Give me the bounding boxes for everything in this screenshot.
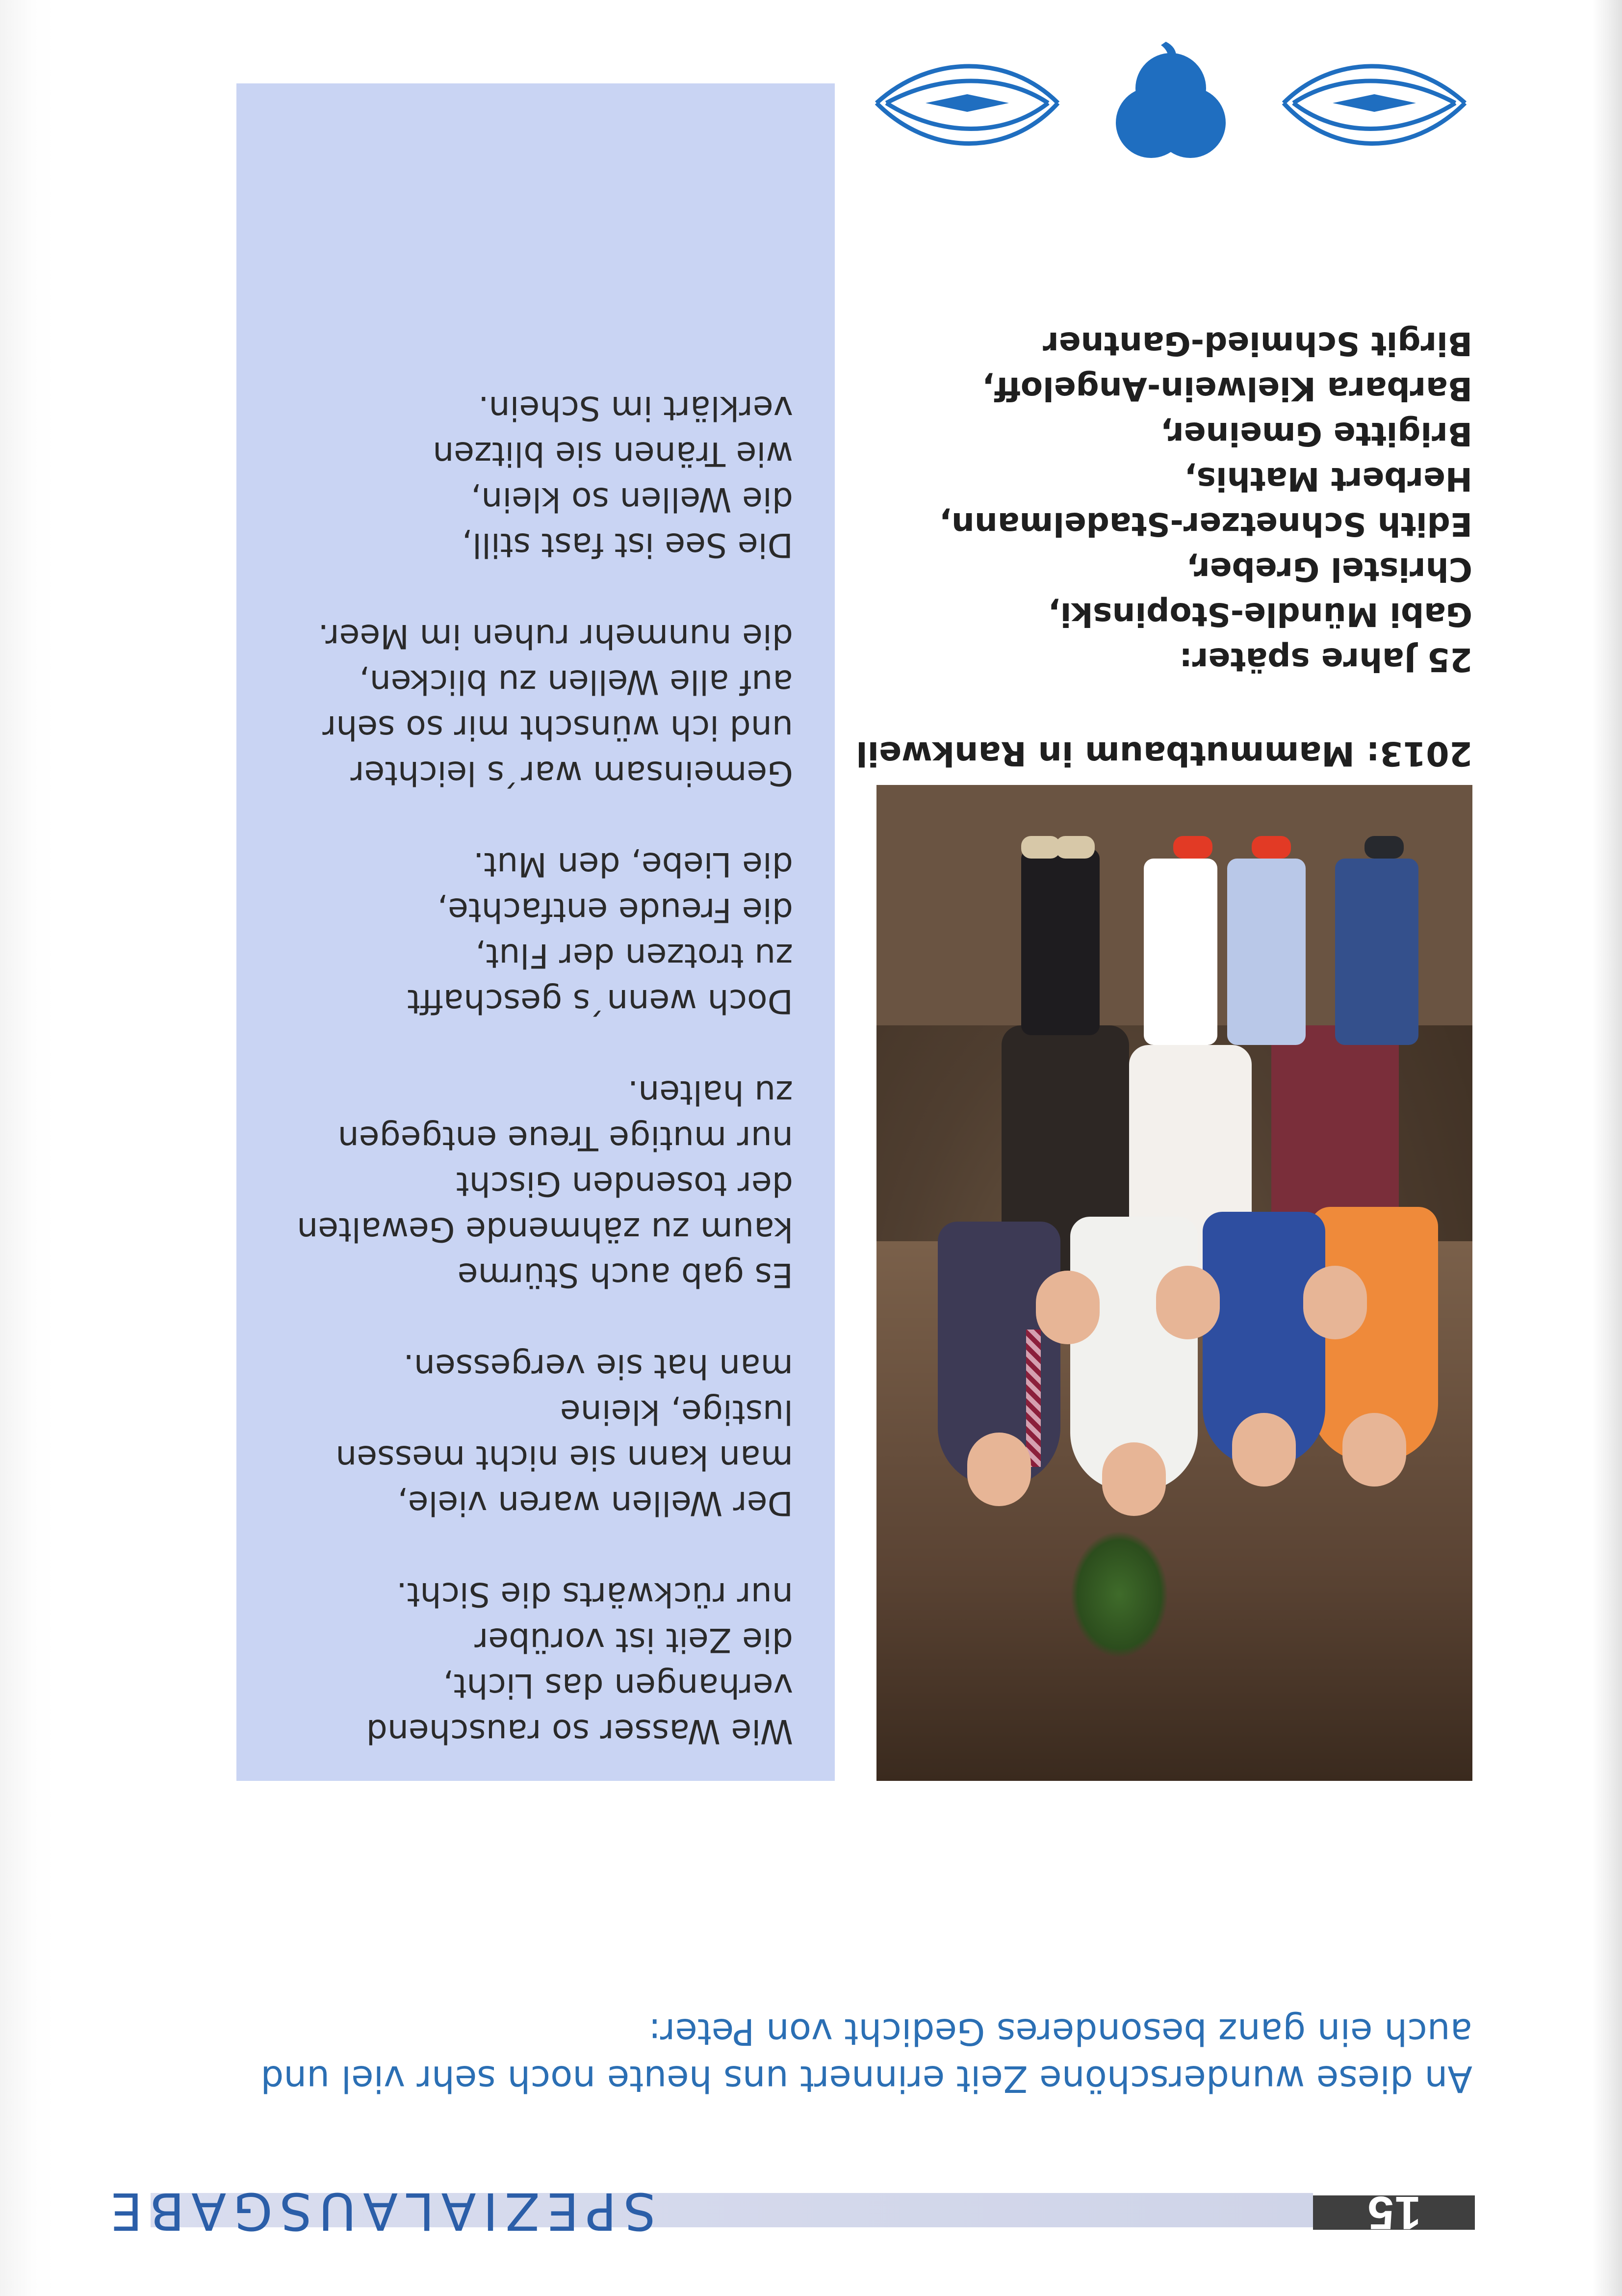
- shoe: [1365, 836, 1404, 859]
- poem: [254, 339, 793, 1754]
- poem-stanza: [254, 1343, 793, 1526]
- legs: [1227, 859, 1306, 1045]
- face: [1303, 1266, 1367, 1339]
- poem-line: zu trotzen der Flut,: [475, 936, 793, 975]
- face: [1342, 1413, 1406, 1487]
- poem-line: Gemeinsam war´s leichter: [350, 754, 793, 792]
- poem-line: kaum zu zähmende Gewalten: [297, 1210, 793, 1249]
- poem-line: nur mutige Treue entgegen: [337, 1119, 793, 1157]
- poem-line: Wie Wasser so rauschend: [366, 1712, 793, 1750]
- intro-line: auch ein ganz besonderes Gedicht von Peter:: [648, 2010, 1472, 2053]
- name-item: Herbert Mathis,: [1184, 460, 1472, 498]
- shoe: [1021, 836, 1060, 859]
- plant: [1070, 1531, 1168, 1658]
- poem-line: und ich wünscht mir so sehr: [322, 708, 793, 747]
- intro-line: An diese wunderschöne Zeit erinnert uns heute noch sehr viel und: [260, 2058, 1472, 2100]
- name-item: Edith Schnetzer-Stadelmann,: [939, 505, 1472, 543]
- poem-line: lustige, kleine: [560, 1392, 793, 1431]
- name-item: Birgit Schmied-Gantner: [1043, 325, 1472, 363]
- page-number-bar: [1313, 2187, 1475, 2239]
- poem-stanza: [254, 841, 793, 1024]
- face: [1232, 1413, 1296, 1487]
- page-number: 15: [1366, 2187, 1421, 2239]
- poem-line: man kann sie nicht messen: [335, 1438, 793, 1477]
- poem-line: verklärt im Schein.: [478, 389, 793, 427]
- face: [1036, 1271, 1100, 1344]
- poem-box: [236, 83, 835, 1781]
- poem-line: die Wellen so klein,: [470, 480, 793, 519]
- shoe: [1252, 836, 1291, 859]
- shoe: [1056, 836, 1095, 859]
- poem-line: die Zeit ist vorüber: [474, 1620, 793, 1659]
- poem-line: Der Wellen waren viele,: [397, 1484, 793, 1522]
- group-photo: [876, 785, 1472, 1781]
- poem-line: die Liebe, den Mut.: [473, 845, 793, 884]
- clover-ornament-icon: [867, 39, 1475, 177]
- necktie: [1026, 1330, 1041, 1467]
- intro-text: [138, 2008, 1472, 2102]
- poem-line: Die See ist fast still,: [462, 525, 793, 564]
- poem-line: man hat sie vergessen.: [403, 1347, 793, 1385]
- poem-line: verhangen das Licht,: [443, 1666, 793, 1705]
- names-title: 25 Jahre später:: [1179, 641, 1472, 678]
- scan-edge: [1593, 0, 1622, 2296]
- poem-line: wie Tränen sie blitzen: [433, 434, 793, 473]
- face: [967, 1433, 1031, 1506]
- name-item: Gabi Mündle-Stopinski,: [1048, 596, 1472, 633]
- name-item: Barbara Kielwein-Angeloff,: [982, 370, 1472, 408]
- name-item: Brigitte Gmeiner,: [1160, 415, 1472, 453]
- poem-line: zu halten.: [627, 1073, 793, 1112]
- poem-line: die Freude entfachte,: [437, 890, 793, 929]
- legs: [1144, 859, 1217, 1045]
- poem-line: die nunmehr ruhen im Meer.: [318, 617, 793, 655]
- shoe: [1173, 836, 1212, 859]
- poem-line: auf alle Wellen zu blicken,: [359, 662, 793, 701]
- poem-stanza: [254, 385, 793, 568]
- poem-stanza: [254, 1571, 793, 1754]
- face: [1102, 1442, 1166, 1516]
- poem-line: Es gab auch Stürme: [457, 1255, 793, 1294]
- name-item: Christel Greber,: [1186, 550, 1472, 588]
- names-block: [874, 321, 1472, 682]
- page-gutter: [0, 0, 54, 2296]
- legs: [1335, 859, 1418, 1045]
- section-title: SPEZIALAUSGABE: [103, 2181, 656, 2241]
- poem-stanza: [254, 613, 793, 796]
- poem-line: Doch wenn´s geschafft: [407, 982, 793, 1020]
- poem-line: der tosenden Gischt: [456, 1164, 793, 1203]
- poem-line: nur rückwärts die Sicht.: [396, 1575, 793, 1614]
- poem-stanza: [254, 1070, 793, 1298]
- photo-caption: 2013: Mammutbaum in Rankweil: [856, 734, 1472, 773]
- legs: [1021, 849, 1100, 1035]
- face: [1156, 1266, 1220, 1339]
